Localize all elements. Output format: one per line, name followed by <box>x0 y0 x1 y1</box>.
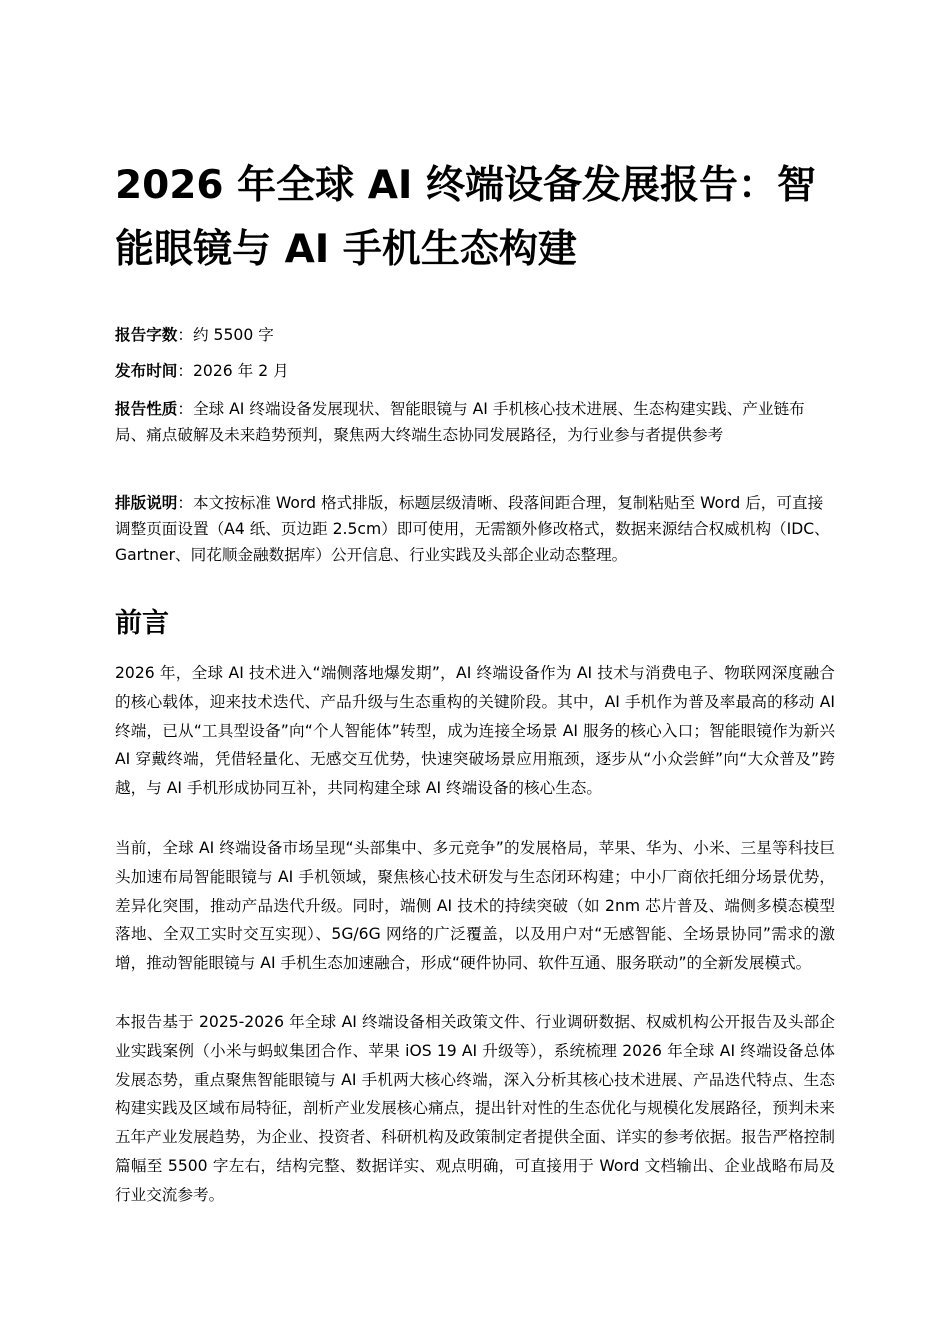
meta-report-nature: 报告性质：全球 AI 终端设备发展现状、智能眼镜与 AI 手机核心技术进展、生态构建实践、产业链布局、痛点破解及未来趋势预判，聚焦两大终端生态协同发展路径，为行业参与者提供参考 <box>115 400 805 444</box>
preface-paragraph-3: 本报告基于 2025-2026 年全球 AI 终端设备相关政策文件、行业调研数据、权威机构公开报告及头部企业实践案例（小米与蚂蚁集团合作、苹果 iOS 19 AI 升级等），系统梳理 2026 年全球 AI 终端设备总体发展态势，重点聚焦智能眼镜与 AI 手机两大核心终端，深入分析其核心技术进展、产品迭代特点、生态构建实践及区域布局特征，剖析产业发展核心痛点，提出针对性的生态优化与规模化发展路径，预判未来五年产业发展趋势，为企业、投资者、科研机构及政策制定者提供全面、详实的参考依据。报告严格控制篇幅至 5500 字左右，结构完整、数据详实、观点明确，可直接用于 Word 文档输出、企业战略布局及行业交流参考。 <box>115 1013 835 1204</box>
meta-layout-note-label: 排版说明 <box>115 494 178 512</box>
preface-paragraph-1: 2026 年，全球 AI 技术进入“端侧落地爆发期”，AI 终端设备作为 AI 技术与消费电子、物联网深度融合的核心载体，迎来技术迭代、产品升级与生态重构的关键阶段。其中，AI 手机作为普及率最高的移动 AI 终端，已从“工具型设备”向“个人智能体”转型，成为连接全场景 AI 服务的核心入口；智能眼镜作为新兴 AI 穿戴终端，凭借轻量化、无感交互优势，快速突破场景应用瓶颈，逐步从“小众尝鲜”向“大众普及”跨越，与 AI 手机形成协同互补，共同构建全球 AI 终端设备的核心生态。 <box>115 664 835 798</box>
meta-layout-note-value: 本文按标准 Word 格式排版，标题层级清晰、段落间距合理，复制粘贴至 Word 后，可直接调整页面设置（A4 纸、页边距 2.5cm）即可使用，无需额外修改格式，数据来源结合权威机构（IDC、Gartner、同花顺金融数据库）公开信息、行业实践及头部企业动态整理。 <box>115 494 830 564</box>
preface-heading: 前言 <box>115 608 169 639</box>
meta-word-count: 报告字数：约 5500 字 <box>115 326 274 344</box>
meta-report-nature-value: 全球 AI 终端设备发展现状、智能眼镜与 AI 手机核心技术进展、生态构建实践、产业链布局、痛点破解及未来趋势预判，聚焦两大终端生态协同发展路径，为行业参与者提供参考 <box>115 400 805 444</box>
meta-publish-date-label: 发布时间 <box>115 362 178 380</box>
meta-publish-date: 发布时间：2026 年 2 月 <box>115 362 289 380</box>
preface-paragraph-2: 当前，全球 AI 终端设备市场呈现“头部集中、多元竞争”的发展格局，苹果、华为、小米、三星等科技巨头加速布局智能眼镜与 AI 手机领域，聚焦核心技术研发与生态闭环构建；中小厂商依托细分场景优势，差异化突围，推动产品迭代升级。同时，端侧 AI 技术的持续突破（如 2nm 芯片普及、端侧多模态模型落地、全双工实时交互实现）、5G/6G 网络的广泛覆盖，以及用户对“无感智能、全场景协同”需求的激增，推动智能眼镜与 AI 手机生态加速融合，形成“硬件协同、软件互通、服务联动”的全新发展模式。 <box>115 839 835 973</box>
meta-word-count-label: 报告字数 <box>115 326 178 344</box>
meta-layout-note: 排版说明：本文按标准 Word 格式排版，标题层级清晰、段落间距合理，复制粘贴至 Word 后，可直接调整页面设置（A4 纸、页边距 2.5cm）即可使用，无需额外修改格式，数据来源结合权威机构（IDC、Gartner、同花顺金融数据库）公开信息、行业实践及头部企业动态整理。 <box>115 494 830 564</box>
meta-publish-date-value: 2026 年 2 月 <box>193 362 289 380</box>
report-title: 2026 年全球 AI 终端设备发展报告：智能眼镜与 AI 手机生态构建 <box>115 163 816 272</box>
meta-report-nature-label: 报告性质 <box>115 400 178 418</box>
meta-word-count-value: 约 5500 字 <box>193 326 274 344</box>
